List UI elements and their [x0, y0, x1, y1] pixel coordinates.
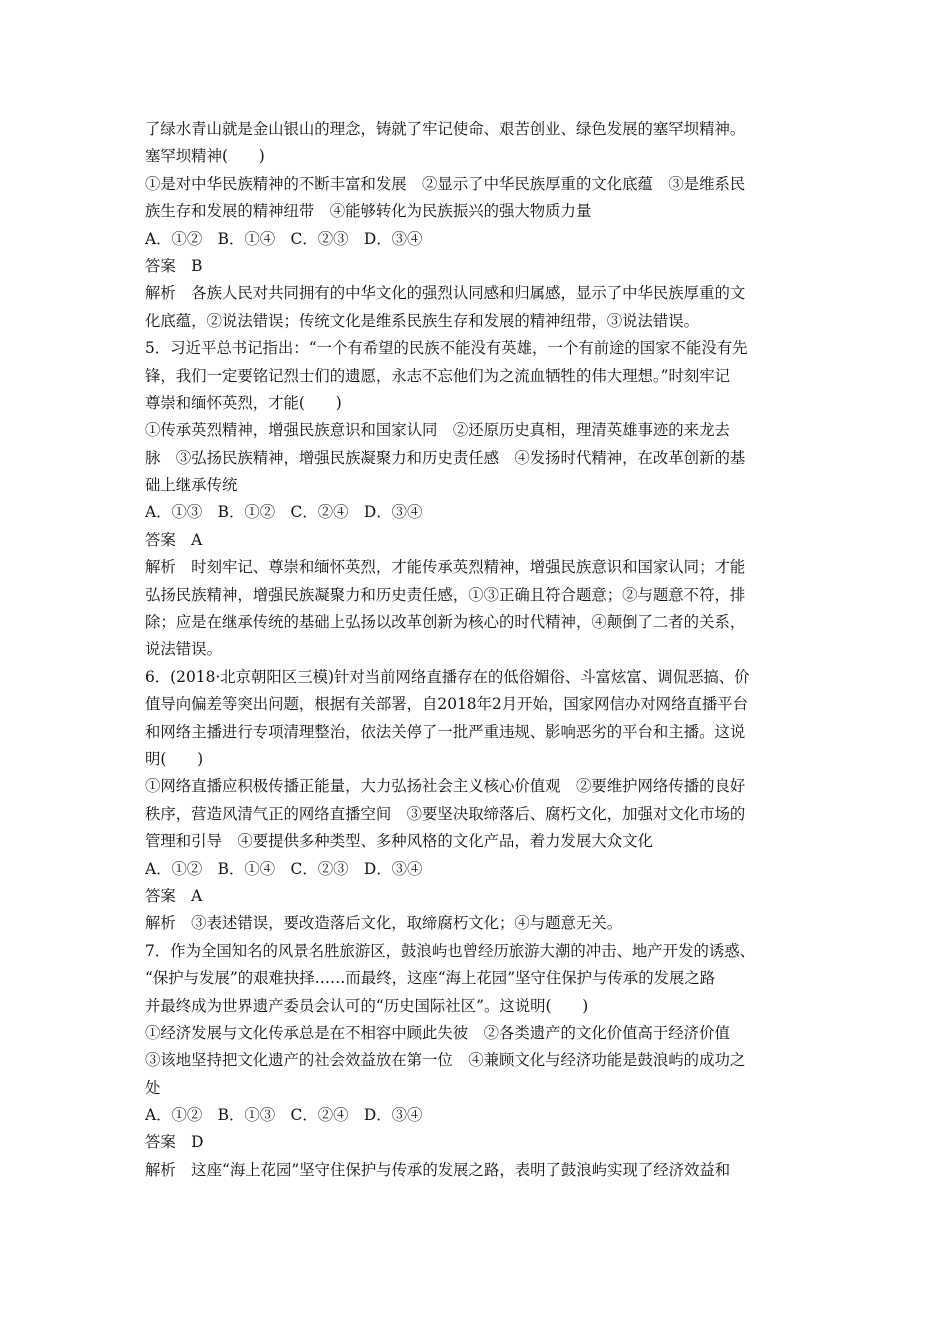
text-line: 锋，我们一定要铭记烈士们的遗愿，永志不忘他们为之流血牺牲的伟大理想。”时刻牢记 — [145, 366, 731, 385]
text-line: 化底蕴，②说法错误；传统文化是维系民族生存和发展的精神纽带，③说法错误。 — [145, 311, 700, 330]
text-line: 明( ) — [145, 749, 204, 768]
text-line: 除；应是在继承传统的基础上弘扬以改革创新为核心的时代精神，④颠倒了二者的关系， — [145, 613, 746, 632]
text-line: 秩序，营造风清气正的网络直播空间 ③要坚决取缔落后、腐朽文化，加强对文化市场的 — [145, 804, 746, 823]
document-page — [145, 116, 815, 1184]
text-line: 脉 ③弘扬民族精神，增强民族凝聚力和历史责任感 ④发扬时代精神，在改革创新的基 — [145, 448, 746, 467]
text-line: ③该地坚持把文化遗产的社会效益放在第一位 ④兼顾文化与经济功能是鼓浪屿的成功之 — [145, 1051, 746, 1070]
text-line: 解析 ③表述错误，要改造落后文化，取缔腐朽文化；④与题意无关。 — [145, 914, 623, 933]
text-line: 7．作为全国知名的风景名胜旅游区，鼓浪屿也曾经历旅游大潮的冲击、地产开发的诱惑、 — [145, 941, 756, 960]
text-line: 答案 B — [145, 256, 203, 275]
text-line: ①经济发展与文化传承总是在不相容中顾此失彼 ②各类遗产的文化价值高于经济价值 — [145, 1023, 730, 1042]
text-line: A．①③ B．①② C．②④ D．③④ — [145, 503, 423, 522]
text-line: 础上继承传统 — [145, 476, 238, 495]
text-line: 族生存和发展的精神纽带 ④能够转化为民族振兴的强大物质力量 — [145, 202, 592, 221]
text-line: 处 — [145, 1078, 161, 1097]
text-line: 答案 A — [145, 886, 203, 905]
text-line: 解析 时刻牢记、尊崇和缅怀英烈，才能传承英烈精神，增强民族意识和国家认同；才能 — [145, 558, 746, 577]
text-line: ①是对中华民族精神的不断丰富和发展 ②显示了中华民族厚重的文化底蕴 ③是维系民 — [145, 174, 746, 193]
text-line: 和网络主播进行专项清理整治，依法关停了一批严重违规、影响恶劣的平台和主播。这说 — [145, 722, 746, 741]
text-line: ①网络直播应积极传播正能量，大力弘扬社会主义核心价值观 ②要维护网络传播的良好 — [145, 777, 746, 796]
text-line: “保护与发展”的艰难抉择……而最终，这座“海上花园”坚守住保护与传承的发展之路 — [145, 969, 716, 988]
text-line: 弘扬民族精神，增强民族凝聚力和历史责任感，①③正确且符合题意；②与题意不符，排 — [145, 585, 746, 604]
text-line: 值导向偏差等突出问题，根据有关部署，自2018年2月开始，国家网信办对网络直播平台 — [145, 695, 749, 714]
text-line: 答案 D — [145, 1133, 204, 1152]
text-line: 5．习近平总书记指出：“一个有希望的民族不能没有英雄，一个有前途的国家不能没有先 — [145, 339, 748, 358]
text-line: 解析 这座“海上花园”坚守住保护与传承的发展之路，表明了鼓浪屿实现了经济效益和 — [145, 1160, 731, 1179]
text-line: 说法错误。 — [145, 640, 222, 659]
text-line: A．①② B．①④ C．②③ D．③④ — [145, 229, 423, 248]
text-line: 管理和引导 ④要提供多种类型、多种风格的文化产品，着力发展大众文化 — [145, 832, 653, 851]
text-line: 塞罕坝精神( ) — [145, 147, 265, 166]
text-line: 了绿水青山就是金山银山的理念，铸就了牢记使命、艰苦创业、绿色发展的塞罕坝精神。 — [145, 120, 746, 138]
text-line: A．①② B．①③ C．②④ D．③④ — [145, 1106, 423, 1125]
text-line: 答案 A — [145, 530, 203, 549]
text-line: ①传承英烈精神，增强民族意识和国家认同 ②还原历史真相，理清英雄事迹的来龙去 — [145, 421, 730, 440]
text-line: 6．(2018·北京朝阳区三模)针对当前网络直播存在的低俗媚俗、斗富炫富、调侃恶搞、价 — [145, 667, 750, 686]
text-line: 解析 各族人民对共同拥有的中华文化的强烈认同感和归属感，显示了中华民族厚重的文 — [145, 284, 746, 303]
text-line: 尊崇和缅怀英烈，才能( ) — [145, 393, 342, 412]
text-line: 并最终成为世界遗产委员会认可的“历史国际社区”。这说明( ) — [145, 996, 589, 1015]
text-line: A．①② B．①④ C．②③ D．③④ — [145, 859, 423, 878]
